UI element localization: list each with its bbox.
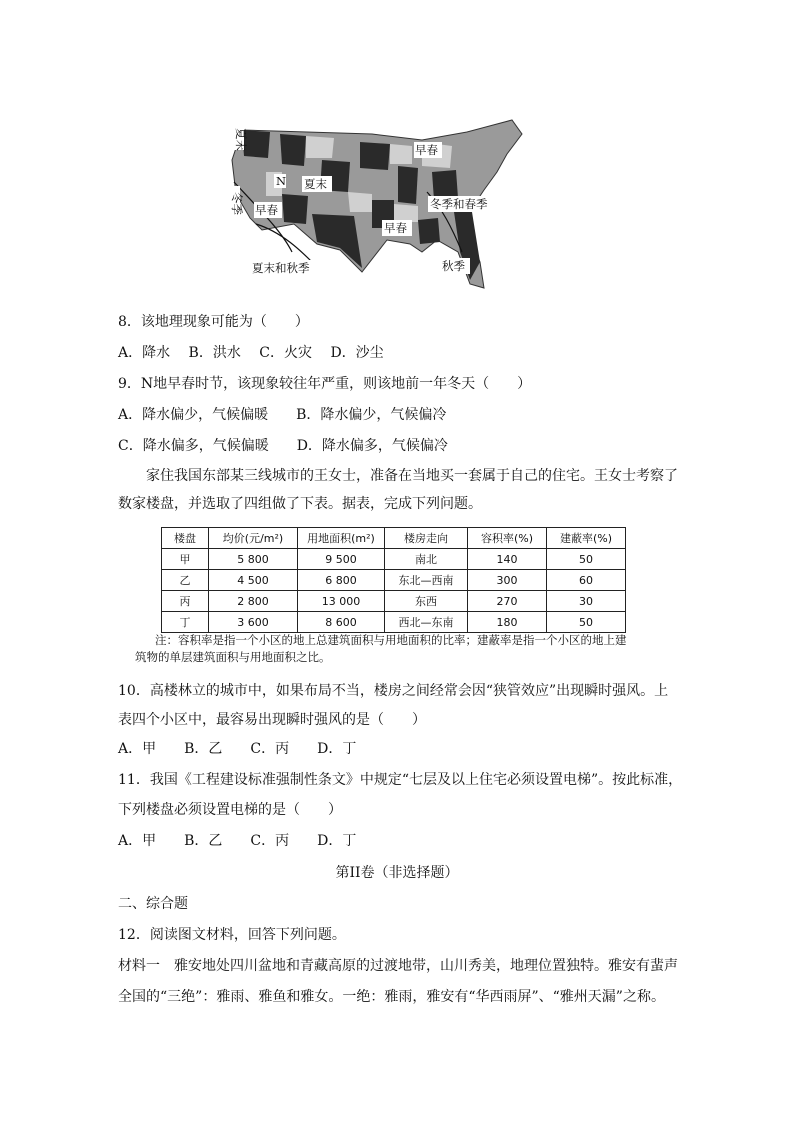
q8-options: A．降水 B．洪水 C．火灾 D．沙尘 <box>118 345 384 361</box>
table-cell: 东北—西南 <box>385 570 468 591</box>
table-cell: 270 <box>468 591 547 612</box>
table-cell: 140 <box>468 549 547 570</box>
usa-map-figure <box>222 112 528 298</box>
table-row <box>162 591 626 612</box>
table-cell: 8 600 <box>298 612 385 633</box>
q12-stem: 12．阅读图文材料，回答下列问题。 <box>118 927 346 943</box>
table-cell: 6 800 <box>298 570 385 591</box>
q11-line1: 11．我国《工程建设标准强制性条文》中规定“七层及以上住宅必须设置电梯”。按此标准， <box>118 772 683 788</box>
table-cell: 南北 <box>385 549 468 570</box>
table-cell: 300 <box>468 570 547 591</box>
material-line1: 材料一 雅安地处四川盆地和青藏高原的过渡地带，山川秀美，地理位置独特。雅安有蜚声 <box>118 958 678 974</box>
map-label-early-spring-w: 早春 <box>255 203 278 217</box>
map-label-autumn: 秋季 <box>442 259 465 273</box>
q9-options-line1: A．降水偏少，气候偏暖 B．降水偏少，气候偏冷 <box>118 407 447 423</box>
table-cell: 2 800 <box>209 591 298 612</box>
map-label-early-spring-ne: 早春 <box>415 143 438 157</box>
map-label-n: N <box>276 174 287 188</box>
table-note <box>135 632 665 666</box>
intro-paragraph <box>118 462 678 518</box>
map-label-early-spring-s: 早春 <box>384 221 407 235</box>
table-cell: 50 <box>547 612 626 633</box>
table-header-row <box>162 528 626 549</box>
table-row <box>162 612 626 633</box>
table-cell: 丙 <box>162 591 209 612</box>
table-cell: 甲 <box>162 549 209 570</box>
table-cell: 30 <box>547 591 626 612</box>
map-label-late-summer-autumn: 夏末和秋季 <box>252 261 310 275</box>
table-cell: 东西 <box>385 591 468 612</box>
table-cell: 丁 <box>162 612 209 633</box>
table-cell: 180 <box>468 612 547 633</box>
section-heading: 二、综合题 <box>118 896 188 912</box>
table-cell: 4 500 <box>209 570 298 591</box>
housing-table <box>161 527 626 633</box>
table-row <box>162 549 626 570</box>
table-cell: 13 000 <box>298 591 385 612</box>
q10-line2: 表四个小区中，最容易出现瞬时强风的是（ ） <box>118 712 426 728</box>
map-label-winter-spring: 冬季和春季 <box>430 197 488 211</box>
table-note-line2: 筑物的单层建筑面积与用地面积之比。 <box>135 650 331 664</box>
q11-options: A．甲 B．乙 C．丙 D．丁 <box>118 833 357 849</box>
table-note-line1: 注：容积率是指一个小区的地上总建筑面积与用地面积的比率；建蔽率是指一个小区的地上建 <box>155 633 627 647</box>
table-cell: 5 800 <box>209 549 298 570</box>
table-header: 容积率(%) <box>468 528 547 549</box>
table-header: 均价(元/m²) <box>209 528 298 549</box>
intro-text: 家住我国东部某三线城市的王女士，准备在当地买一套属于自己的住宅。王女士考察了数家楼盘，并选取了四组做了下表。据表，完成下列问题。 <box>118 468 678 512</box>
q11-line2: 下列楼盘必须设置电梯的是（ ） <box>118 802 342 818</box>
material-line2: 全国的“三绝”：雅雨、雅鱼和雅女。一绝：雅雨，雅安有“华西雨屏”、“雅州天漏”之称。 <box>118 989 665 1005</box>
map-label-summer-end: 夏末 <box>234 128 248 151</box>
map-label-summer-end-2: 夏末 <box>304 177 327 191</box>
q9-options-line2: C．降水偏多，气候偏暖 D．降水偏多，气候偏冷 <box>118 438 448 454</box>
map-label-winter: 冬季 <box>230 192 244 215</box>
q10-line1: 10．高楼林立的城市中，如果布局不当，楼房之间经常会因“狭管效应”出现瞬时强风。上 <box>118 683 669 699</box>
table-cell: 9 500 <box>298 549 385 570</box>
table-header: 建蔽率(%) <box>547 528 626 549</box>
usa-map <box>222 112 528 298</box>
table-row <box>162 570 626 591</box>
table-cell: 60 <box>547 570 626 591</box>
table-cell: 西北—东南 <box>385 612 468 633</box>
table-header: 用地面积(m²) <box>298 528 385 549</box>
table-header: 楼房走向 <box>385 528 468 549</box>
q10-options: A．甲 B．乙 C．丙 D．丁 <box>118 741 357 757</box>
section-title: 第II卷（非选择题） <box>335 865 459 881</box>
table-header: 楼盘 <box>162 528 209 549</box>
q9-stem: 9．N地早春时节，该现象较往年严重，则该地前一年冬天（ ） <box>118 376 532 392</box>
table-cell: 乙 <box>162 570 209 591</box>
table-cell: 3 600 <box>209 612 298 633</box>
q8-stem: 8．该地理现象可能为（ ） <box>118 314 309 330</box>
table-cell: 50 <box>547 549 626 570</box>
